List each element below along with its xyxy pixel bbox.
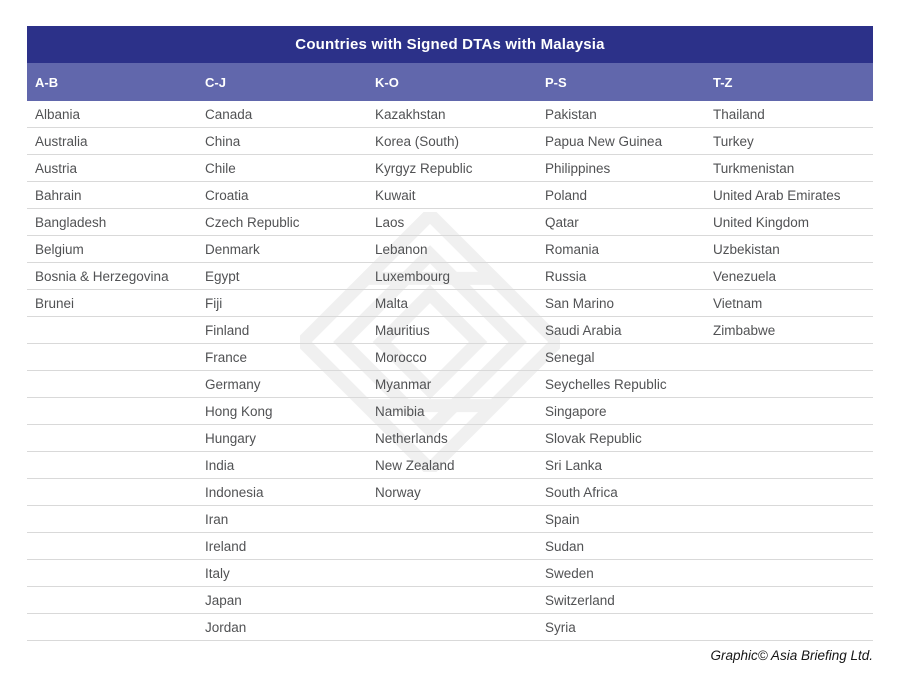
country-cell: Iran <box>197 506 367 533</box>
country-cell: Laos <box>367 209 537 236</box>
country-cell <box>27 614 197 641</box>
country-cell: Kazakhstan <box>367 101 537 128</box>
country-cell: Saudi Arabia <box>537 317 705 344</box>
column-header-row <box>27 63 873 101</box>
country-cell: United Arab Emirates <box>705 182 873 209</box>
country-cell: Brunei <box>27 290 197 317</box>
country-cell <box>705 371 873 398</box>
country-cell: Germany <box>197 371 367 398</box>
country-cell: Sri Lanka <box>537 452 705 479</box>
country-cell <box>705 506 873 533</box>
country-cell: Jordan <box>197 614 367 641</box>
country-cell: Norway <box>367 479 537 506</box>
country-cell: Russia <box>537 263 705 290</box>
country-cell: Syria <box>537 614 705 641</box>
table-title: Countries with Signed DTAs with Malaysia <box>27 26 873 63</box>
country-cell: Qatar <box>537 209 705 236</box>
country-cell: Lebanon <box>367 236 537 263</box>
country-cell: Namibia <box>367 398 537 425</box>
country-cell: Hungary <box>197 425 367 452</box>
country-cell: Turkey <box>705 128 873 155</box>
column-header-a-b: A-B <box>35 74 59 90</box>
country-cell <box>705 587 873 614</box>
country-cell: Philippines <box>537 155 705 182</box>
column-header-c-j: C-J <box>205 74 226 90</box>
country-cell: Pakistan <box>537 101 705 128</box>
country-cell: Bangladesh <box>27 209 197 236</box>
country-cell: Poland <box>537 182 705 209</box>
country-cell: Netherlands <box>367 425 537 452</box>
country-cell: Austria <box>27 155 197 182</box>
country-cell: Japan <box>197 587 367 614</box>
country-cell: Malta <box>367 290 537 317</box>
country-cell <box>367 560 537 587</box>
country-cell <box>705 398 873 425</box>
country-cell: Singapore <box>537 398 705 425</box>
country-cell <box>27 344 197 371</box>
country-cell <box>705 425 873 452</box>
country-cell: Ireland <box>197 533 367 560</box>
country-cell: Mauritius <box>367 317 537 344</box>
country-cell: Canada <box>197 101 367 128</box>
country-cell: Korea (South) <box>367 128 537 155</box>
country-cell: Croatia <box>197 182 367 209</box>
country-cell <box>705 533 873 560</box>
country-cell: Denmark <box>197 236 367 263</box>
country-cell: Czech Republic <box>197 209 367 236</box>
column-header-p-s: P-S <box>545 74 567 90</box>
country-cell <box>27 371 197 398</box>
country-cell: Thailand <box>705 101 873 128</box>
country-cell: Chile <box>197 155 367 182</box>
country-cell: Senegal <box>537 344 705 371</box>
country-cell <box>27 479 197 506</box>
country-cell: Hong Kong <box>197 398 367 425</box>
country-cell <box>27 398 197 425</box>
country-cell: Australia <box>27 128 197 155</box>
country-cell <box>705 452 873 479</box>
country-cell <box>27 506 197 533</box>
table-body <box>27 101 873 641</box>
country-cell: Belgium <box>27 236 197 263</box>
country-cell: Spain <box>537 506 705 533</box>
country-cell: Venezuela <box>705 263 873 290</box>
country-cell <box>27 560 197 587</box>
country-cell <box>367 587 537 614</box>
country-cell <box>27 587 197 614</box>
country-cell: Luxembourg <box>367 263 537 290</box>
country-cell: Slovak Republic <box>537 425 705 452</box>
country-cell <box>27 425 197 452</box>
country-cell: Turkmenistan <box>705 155 873 182</box>
country-cell: Vietnam <box>705 290 873 317</box>
country-cell <box>705 614 873 641</box>
country-cell: France <box>197 344 367 371</box>
column-header-t-z: T-Z <box>713 74 733 90</box>
country-cell: China <box>197 128 367 155</box>
country-cell <box>705 479 873 506</box>
graphic-credit: Graphic© Asia Briefing Ltd. <box>710 648 873 663</box>
country-cell: Egypt <box>197 263 367 290</box>
column-header-k-o: K-O <box>375 74 399 90</box>
country-cell: Bosnia & Herzegovina <box>27 263 197 290</box>
country-cell: Sudan <box>537 533 705 560</box>
country-cell: New Zealand <box>367 452 537 479</box>
country-cell <box>27 533 197 560</box>
country-cell: United Kingdom <box>705 209 873 236</box>
country-cell: Zimbabwe <box>705 317 873 344</box>
country-cell: Fiji <box>197 290 367 317</box>
country-cell: India <box>197 452 367 479</box>
country-cell: Albania <box>27 101 197 128</box>
country-cell: Sweden <box>537 560 705 587</box>
country-cell <box>705 560 873 587</box>
country-cell: San Marino <box>537 290 705 317</box>
country-cell <box>705 344 873 371</box>
country-cell <box>367 614 537 641</box>
country-cell: Myanmar <box>367 371 537 398</box>
country-cell: Seychelles Republic <box>537 371 705 398</box>
country-cell: Indonesia <box>197 479 367 506</box>
country-cell: Bahrain <box>27 182 197 209</box>
country-cell: Finland <box>197 317 367 344</box>
country-cell: Kyrgyz Republic <box>367 155 537 182</box>
country-cell <box>27 452 197 479</box>
country-cell <box>27 317 197 344</box>
country-cell: Papua New Guinea <box>537 128 705 155</box>
country-cell: Italy <box>197 560 367 587</box>
country-cell: South Africa <box>537 479 705 506</box>
dta-table <box>27 26 873 641</box>
country-cell: Switzerland <box>537 587 705 614</box>
country-cell: Uzbekistan <box>705 236 873 263</box>
country-cell <box>367 506 537 533</box>
country-cell <box>367 533 537 560</box>
country-cell: Morocco <box>367 344 537 371</box>
country-cell: Kuwait <box>367 182 537 209</box>
country-cell: Romania <box>537 236 705 263</box>
